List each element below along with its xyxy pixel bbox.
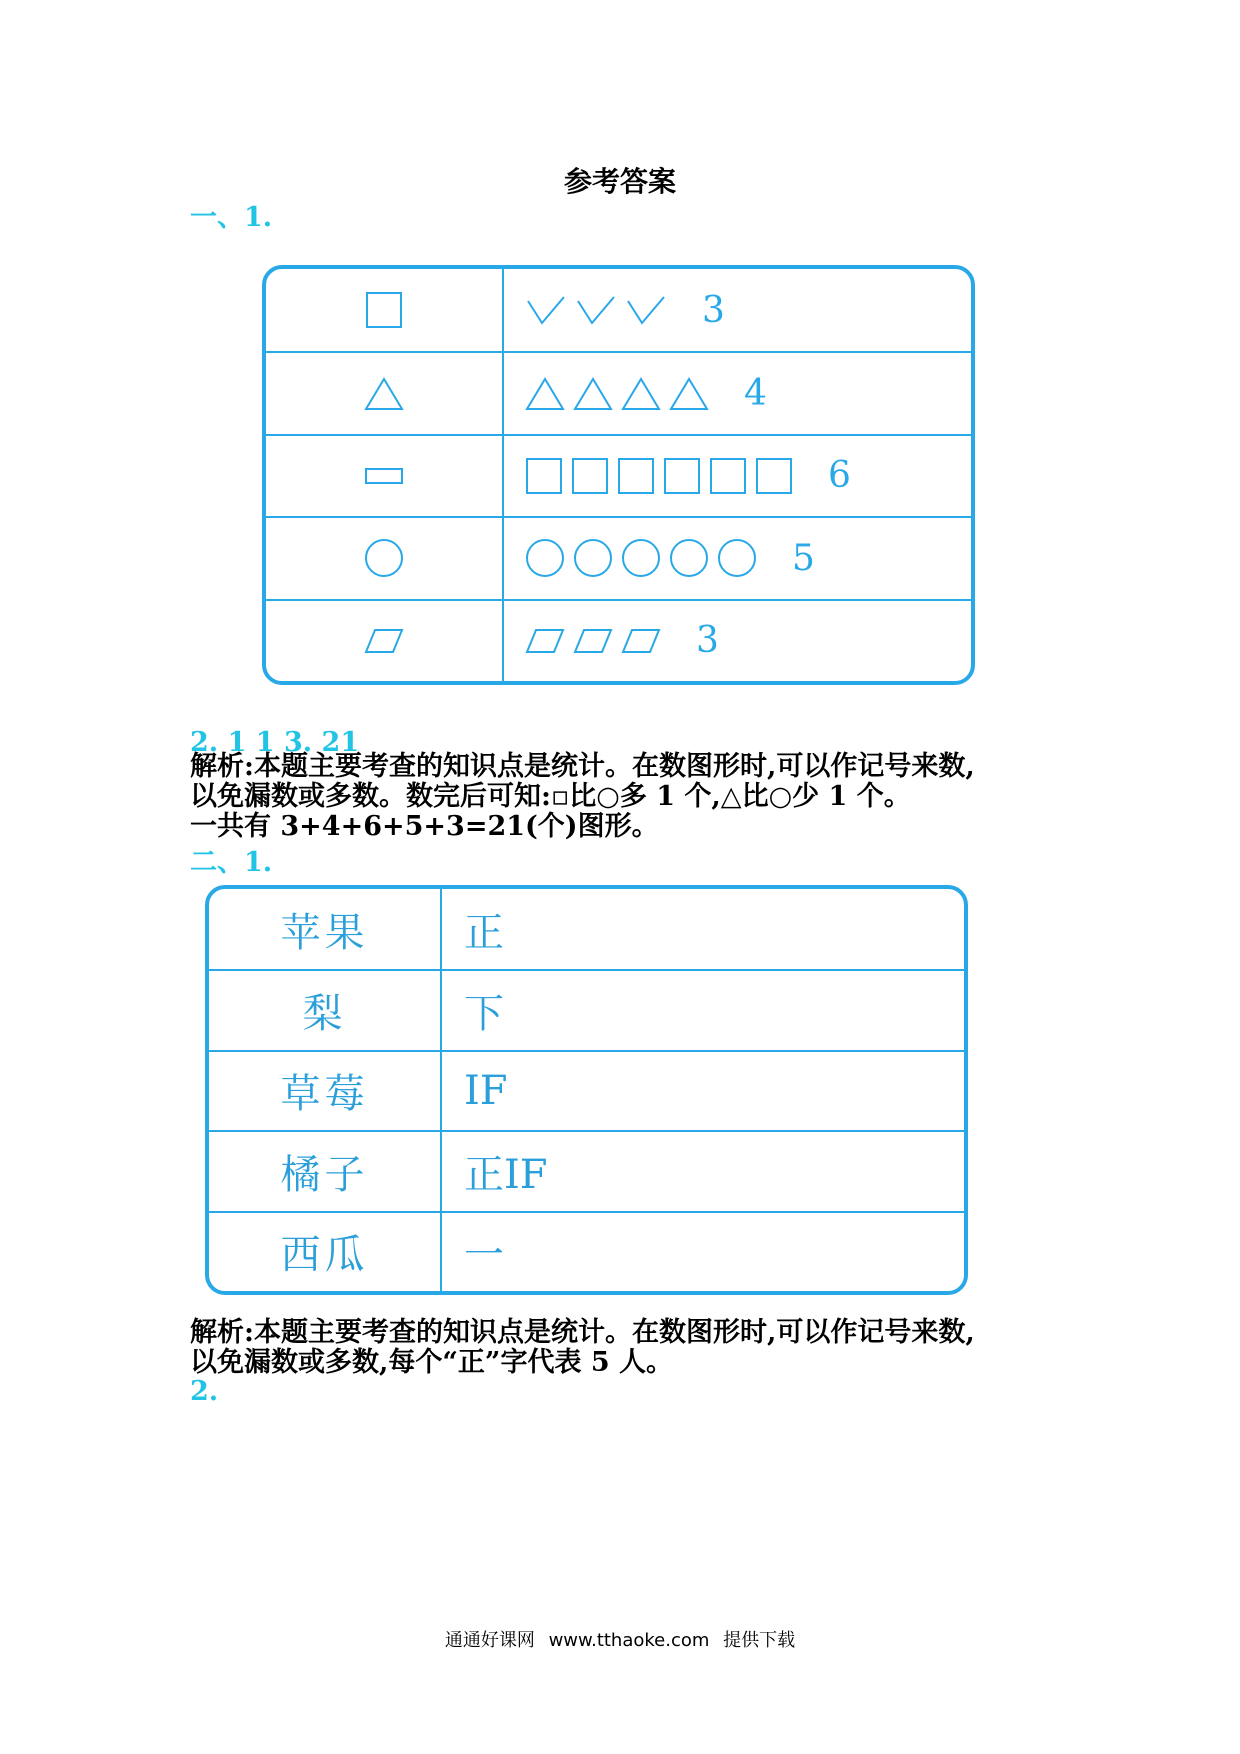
table-row bbox=[209, 889, 964, 969]
table-row bbox=[266, 434, 971, 516]
shape-cell bbox=[266, 269, 502, 351]
analysis-1-line-1: 解析:本题主要考查的知识点是统计。在数图形时,可以作记号来数, bbox=[190, 751, 975, 782]
count-value: 3 bbox=[696, 620, 719, 662]
parallelogram-icon bbox=[363, 627, 405, 655]
table-row bbox=[209, 1050, 964, 1130]
fruit-cell bbox=[209, 1052, 440, 1130]
tally-cell bbox=[464, 1052, 508, 1130]
page-title: 参考答案 bbox=[563, 165, 676, 198]
check-icon bbox=[624, 293, 668, 327]
square-icon bbox=[708, 456, 748, 496]
analysis-2-line-1: 解析:本题主要考查的知识点是统计。在数图形时,可以作记号来数, bbox=[190, 1317, 975, 1348]
shape-cell bbox=[266, 601, 502, 681]
footer bbox=[0, 1626, 1240, 1652]
parallelogram-icon bbox=[620, 627, 662, 655]
table-row bbox=[266, 351, 971, 433]
tally-cell bbox=[464, 1213, 504, 1291]
circle-icon bbox=[620, 537, 662, 579]
section-2-label: 二、1. bbox=[190, 847, 273, 878]
footer-url[interactable]: www.tthaoke.com bbox=[548, 1630, 710, 1651]
table-row bbox=[209, 1211, 964, 1291]
fruit-tally-table bbox=[205, 885, 968, 1295]
count-value: 4 bbox=[744, 373, 767, 415]
circle-icon bbox=[668, 537, 710, 579]
tally-cell bbox=[524, 269, 725, 351]
tally-cell bbox=[524, 518, 815, 598]
footer-suffix: 提供下载 bbox=[723, 1630, 796, 1651]
fruit-cell bbox=[209, 971, 440, 1049]
triangle-icon bbox=[668, 376, 710, 412]
table-row bbox=[209, 1130, 964, 1210]
triangle-icon bbox=[524, 376, 566, 412]
square-icon bbox=[524, 456, 564, 496]
count-value: 6 bbox=[828, 455, 851, 497]
tally-marks: 正IF bbox=[464, 1151, 548, 1198]
tally-marks: 下 bbox=[464, 991, 504, 1038]
tally-cell bbox=[464, 971, 504, 1049]
fruit-name: 草莓 bbox=[280, 1071, 369, 1118]
shape-cell bbox=[266, 518, 502, 598]
table-row bbox=[266, 599, 971, 681]
count-value: 5 bbox=[792, 537, 815, 579]
square-icon bbox=[570, 456, 610, 496]
check-icon bbox=[574, 293, 618, 327]
triangle-icon bbox=[363, 376, 405, 412]
answer-2-3: 2. 1 1 3. 21 bbox=[190, 727, 360, 758]
rectangle-icon bbox=[363, 465, 405, 487]
shape-cell bbox=[266, 353, 502, 433]
table-row bbox=[266, 516, 971, 598]
circle-icon bbox=[524, 537, 566, 579]
fruit-cell bbox=[209, 1132, 440, 1210]
tally-cell bbox=[464, 1132, 548, 1210]
section-1-label: 一、1. bbox=[190, 202, 273, 233]
count-value: 3 bbox=[702, 289, 725, 331]
check-icon bbox=[524, 293, 568, 327]
tally-cell bbox=[464, 889, 504, 969]
shape-count-table bbox=[262, 265, 975, 685]
fruit-cell bbox=[209, 1213, 440, 1291]
analysis-1-line-2: 以免漏数或多数。数完后可知:▫比○多 1 个,△比○少 1 个。 bbox=[190, 781, 911, 812]
shape-cell bbox=[266, 436, 502, 516]
tally-marks: IF bbox=[464, 1067, 508, 1114]
fruit-cell bbox=[209, 889, 440, 969]
square-icon bbox=[616, 456, 656, 496]
analysis-1-line-3: 一共有 3+4+6+5+3=21(个)图形。 bbox=[190, 811, 659, 842]
tally-cell bbox=[524, 353, 767, 433]
table-row bbox=[266, 269, 971, 351]
footer-site-name: 通通好课网 bbox=[444, 1630, 535, 1651]
tally-cell bbox=[524, 436, 851, 516]
fruit-name: 橘子 bbox=[280, 1151, 369, 1198]
tally-cell bbox=[524, 601, 719, 681]
parallelogram-icon bbox=[524, 627, 566, 655]
parallelogram-icon bbox=[572, 627, 614, 655]
square-icon bbox=[364, 290, 404, 330]
analysis-2-line-2: 以免漏数或多数,每个“正”字代表 5 人。 bbox=[190, 1347, 674, 1378]
tally-marks: 一 bbox=[464, 1232, 504, 1279]
triangle-icon bbox=[572, 376, 614, 412]
square-icon bbox=[754, 456, 794, 496]
circle-icon bbox=[363, 537, 405, 579]
circle-icon bbox=[572, 537, 614, 579]
triangle-icon bbox=[620, 376, 662, 412]
square-icon bbox=[662, 456, 702, 496]
fruit-name: 苹果 bbox=[280, 909, 369, 956]
circle-icon bbox=[716, 537, 758, 579]
tally-marks: 正 bbox=[464, 909, 504, 956]
section-3-label: 2. bbox=[190, 1376, 219, 1407]
fruit-name: 西瓜 bbox=[280, 1232, 369, 1279]
fruit-name: 梨 bbox=[302, 991, 347, 1038]
table-row bbox=[209, 969, 964, 1049]
